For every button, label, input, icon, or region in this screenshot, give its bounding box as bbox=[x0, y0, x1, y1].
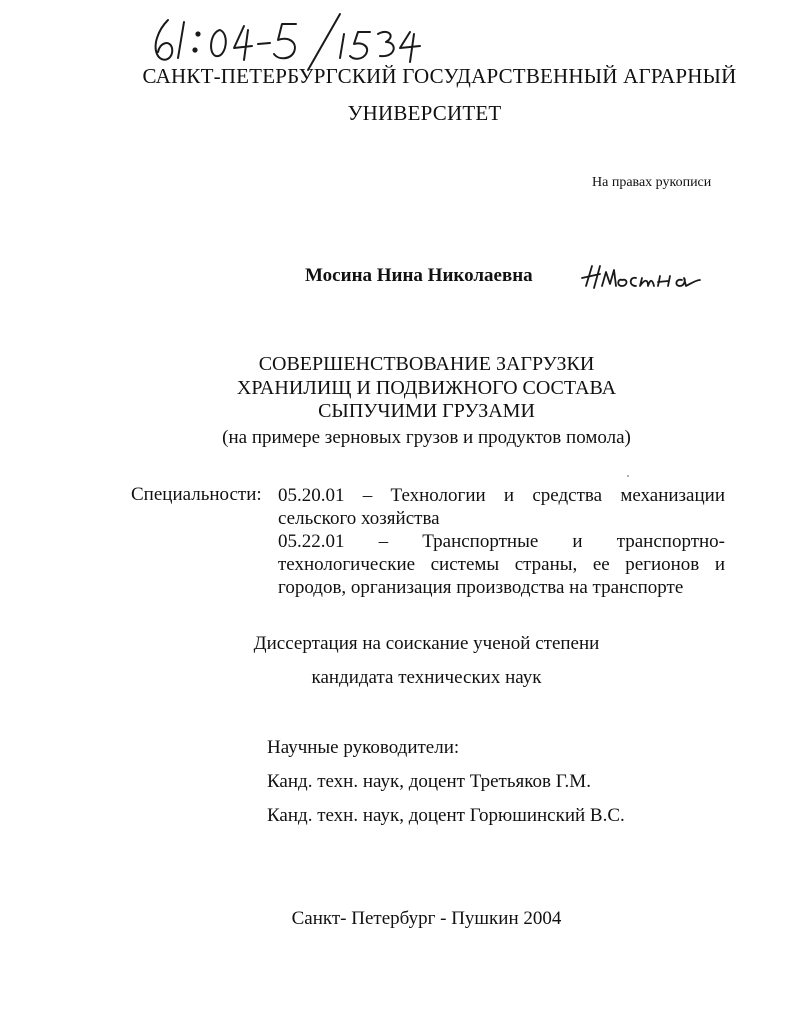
thesis-title-line2: ХРАНИЛИЩ И ПОДВИЖНОГО СОСТАВА bbox=[236, 377, 617, 399]
university-name-line1: САНКТ-ПЕТЕРБУРГСКИЙ ГОСУДАРСТВЕННЫЙ АГРАРНЫЙ bbox=[142, 64, 737, 88]
advisor-2: Канд. техн. наук, доцент Горюшинский В.С. bbox=[267, 805, 625, 826]
specialty-1-line1: 05.20.01 – Технологии и средства механизации bbox=[278, 485, 725, 506]
place-and-year: Санкт- Петербург - Пушкин 2004 bbox=[291, 908, 562, 929]
specialty-2-line1: 05.22.01 – Транспортные и транспортно- bbox=[278, 531, 725, 552]
degree-line2: кандидата технических наук bbox=[311, 667, 542, 688]
degree-line1: Диссертация на соискание ученой степени bbox=[253, 633, 600, 654]
university-name-line2: УНИВЕРСИТЕТ bbox=[347, 101, 502, 125]
thesis-subtitle: (на примере зерновых грузов и продуктов помола) bbox=[222, 427, 631, 448]
thesis-title-line3: СЫПУЧИМИ ГРУЗАМИ bbox=[318, 400, 535, 422]
thesis-title-line1: СОВЕРШЕНСТВОВАНИЕ ЗАГРУЗКИ bbox=[258, 353, 595, 375]
scan-speck bbox=[627, 475, 629, 477]
specialty-2-line3: городов, организация производства на транспорте bbox=[278, 577, 684, 598]
specialty-1-line2: сельского хозяйства bbox=[278, 508, 440, 529]
specialties-label: Специальности: bbox=[131, 484, 262, 505]
author-name: Мосина Нина Николаевна bbox=[305, 265, 533, 286]
advisors-heading: Научные руководители: bbox=[267, 737, 460, 758]
advisor-1: Канд. техн. наук, доцент Третьяков Г.М. bbox=[267, 771, 591, 792]
manuscript-rights-note: На правах рукописи bbox=[592, 175, 712, 190]
author-signature bbox=[578, 258, 703, 294]
specialty-2-line2: технологические системы страны, ее регионов и bbox=[278, 554, 725, 575]
